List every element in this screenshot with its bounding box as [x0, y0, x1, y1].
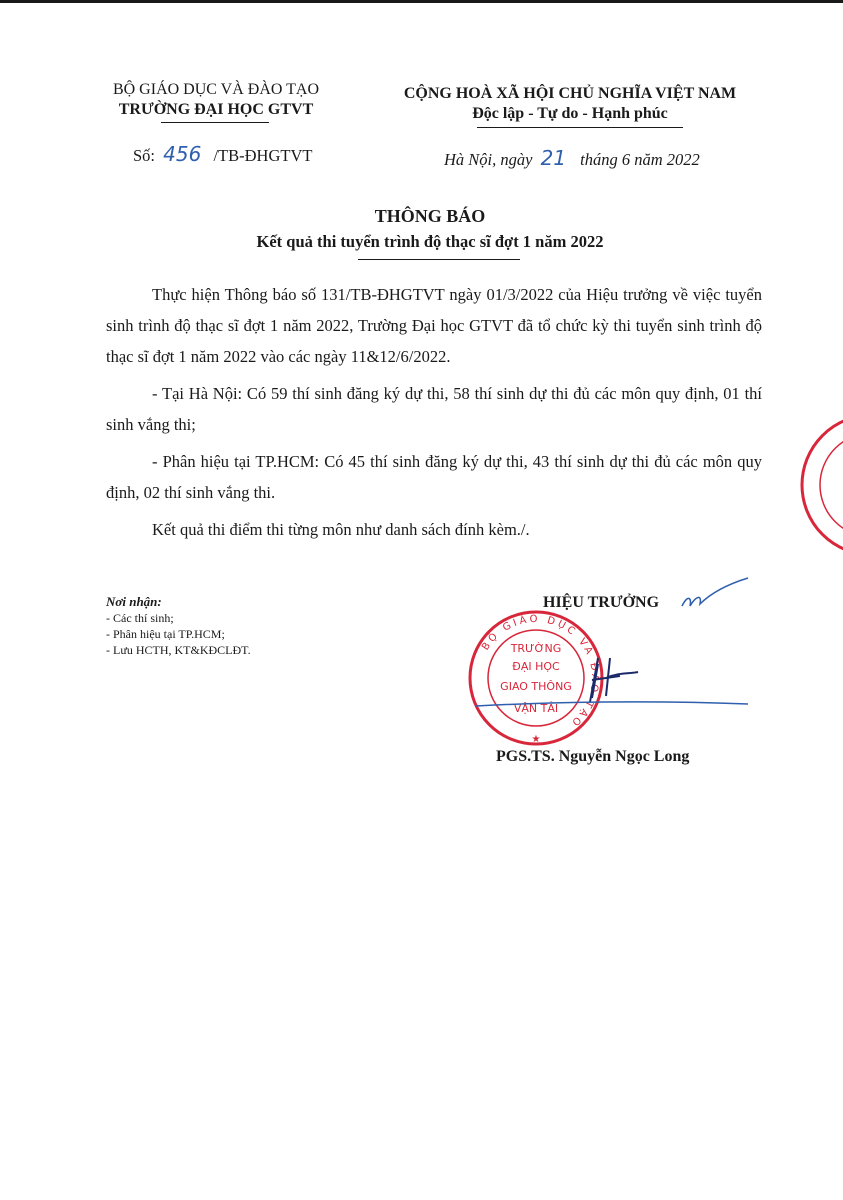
school-name: TRƯỜNG ĐẠI HỌC GTVT	[118, 101, 314, 118]
header-left	[100, 80, 332, 120]
recipient-item: - Lưu HCTH, KT&KĐCLĐT.	[106, 643, 251, 657]
ministry-name: BỘ GIÁO DỤC VÀ ĐÀO TẠO	[112, 81, 320, 98]
handwritten-day: 21	[540, 146, 567, 170]
body-paragraph-3: - Phân hiệu tại TP.HCM: Có 45 thí sinh đăng ký dự thi, 43 thí sinh dự thi đủ các môn quy định, 02 thí sinh vắng thi.	[106, 452, 762, 502]
recipients-title: Nơi nhận:	[106, 594, 162, 609]
school-underline	[161, 122, 269, 123]
scan-top-border	[0, 0, 843, 3]
signer-role: HIỆU TRƯỞNG	[543, 594, 660, 611]
seal-line: ĐẠI HỌC	[512, 660, 560, 673]
handwritten-signature	[470, 650, 770, 720]
seal-line: GIAO THÔNG	[500, 680, 572, 693]
number-prefix: Số:	[133, 146, 156, 165]
motto-underline	[477, 127, 683, 128]
document-title: THÔNG BÁO	[374, 206, 486, 226]
document-number	[133, 142, 312, 166]
seal-line: TRƯỜNG	[510, 642, 562, 655]
handwritten-number: 456	[163, 142, 202, 166]
national-motto: Độc lập - Tự do - Hạnh phúc	[472, 105, 668, 122]
seal-star-icon: ★	[531, 734, 541, 745]
body-paragraph-1: Thực hiện Thông báo số 131/TB-ĐHGTVT ngày 01/3/2022 của Hiệu trưởng về việc tuyển sinh trình độ thạc sĩ đợt 1 năm 2022, Trường Đại học GTVT đã tổ chức kỳ thi tuyển sinh trình độ thạc sĩ đợt 1 năm 2022 vào các ngày 11&12/6/2022.	[106, 285, 762, 366]
body-paragraph-2: - Tại Hà Nội: Có 59 thí sinh đăng ký dự thi, 58 thí sinh dự thi đủ các môn quy định, 01 thí sinh vắng thi;	[106, 384, 762, 434]
seal-ring-text: BỘ GIÁO DỤC VÀ ĐÀO TẠO	[480, 613, 601, 730]
initial-pen-mark	[678, 576, 778, 616]
signer-name: PGS.TS. Nguyễn Ngọc Long	[496, 748, 690, 765]
date-prefix: Hà Nội, ngày	[444, 150, 533, 169]
document-subtitle: Kết quả thi tuyển trình độ thạc sĩ đợt 1 năm 2022	[256, 232, 604, 251]
recipient-item: - Các thí sinh;	[106, 611, 174, 625]
number-suffix: /TB-ĐHGTVT	[213, 146, 313, 165]
country-name: CỘNG HOÀ XÃ HỘI CHỦ NGHĨA VIỆT NAM	[403, 85, 737, 102]
body-text	[106, 279, 762, 551]
recipient-item: - Phân hiệu tại TP.HCM;	[106, 627, 225, 641]
date-suffix: tháng 6 năm 2022	[580, 150, 700, 169]
edge-seal-fragment	[800, 410, 843, 560]
subtitle-underline	[358, 259, 520, 260]
issue-date	[444, 146, 700, 170]
seal-line: VẬN TẢI	[513, 702, 559, 715]
recipients-block	[106, 594, 251, 658]
body-paragraph-4: Kết quả thi điểm thi từng môn như danh sách đính kèm./.	[152, 520, 530, 539]
